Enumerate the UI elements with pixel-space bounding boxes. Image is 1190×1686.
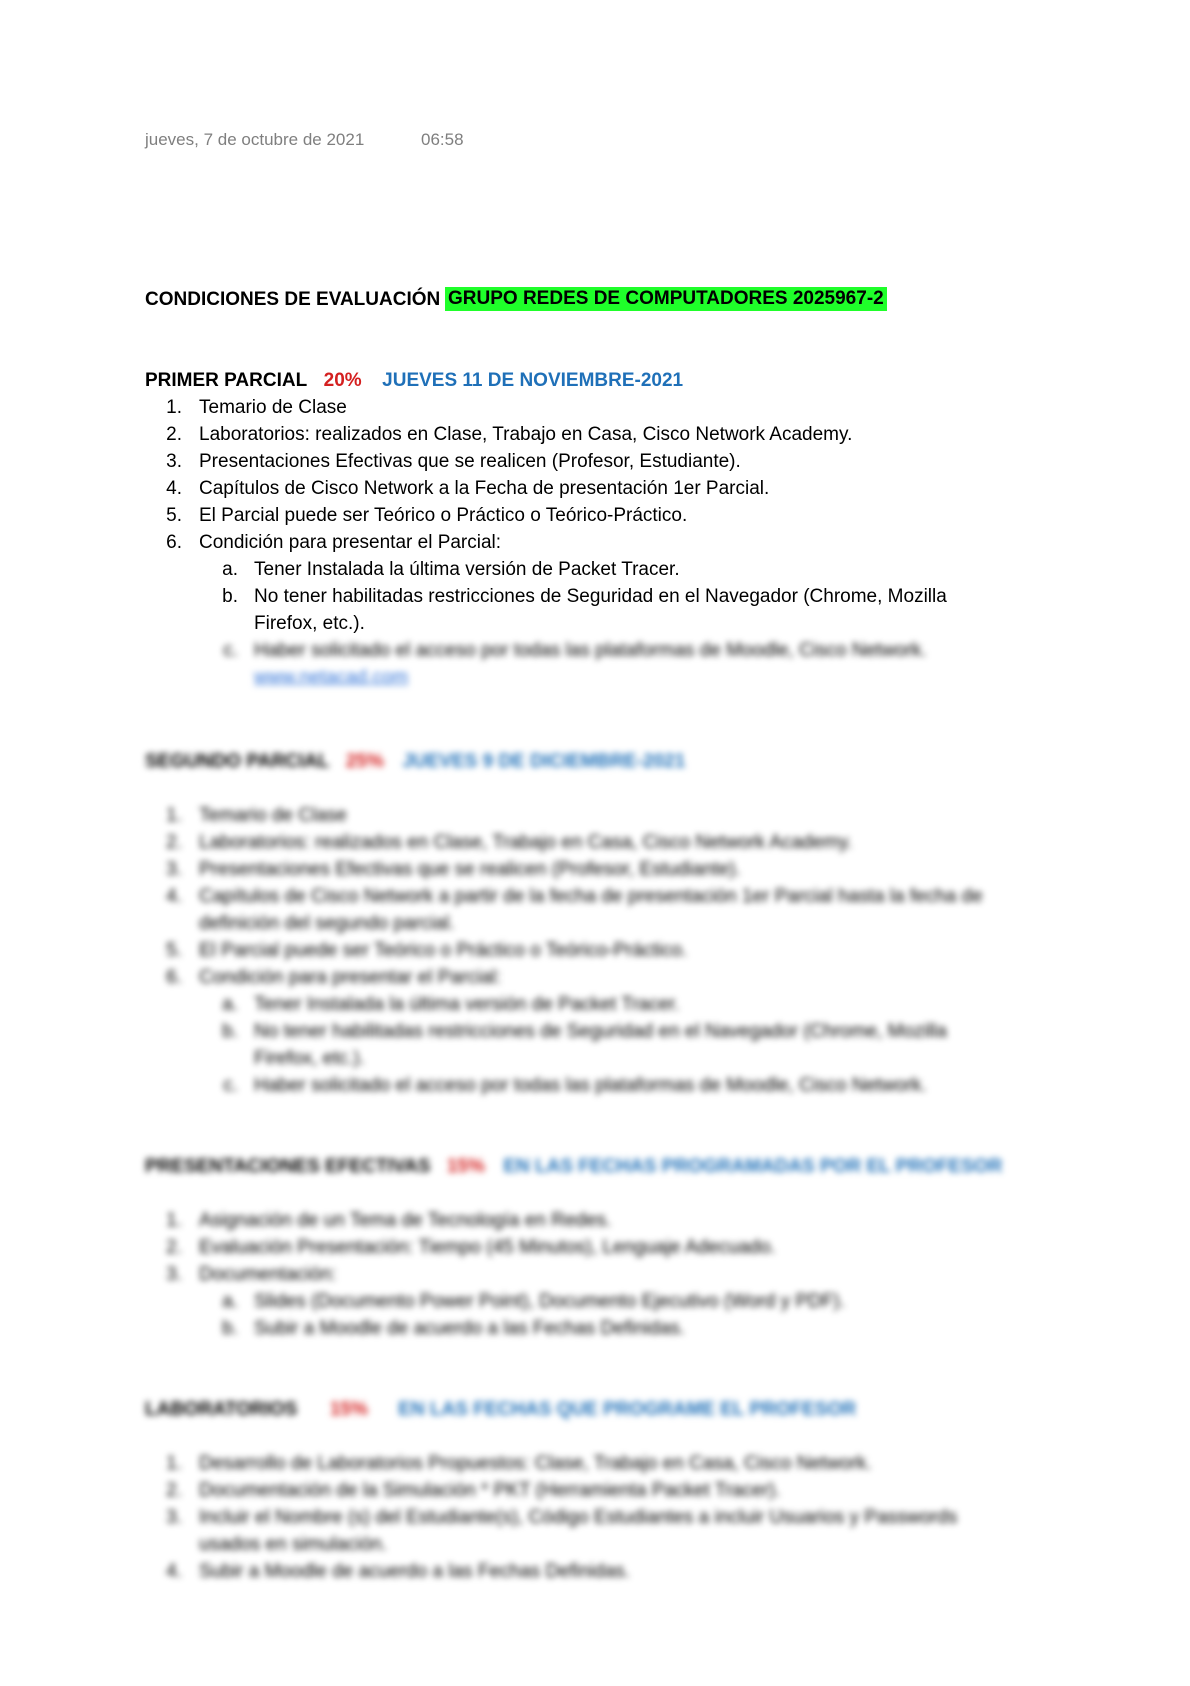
list-item: Capítulos de Cisco Network a la Fecha de presentación 1er Parcial. bbox=[199, 478, 770, 499]
list-item: Documentación de la Simulación * PKT (Herramienta Packet Tracer). bbox=[199, 1480, 781, 1501]
list-letter: c. bbox=[223, 1075, 238, 1096]
sub-item: No tener habilitadas restricciones de Seguridad en el Navegador (Chrome, Mozilla bbox=[254, 1021, 947, 1042]
list-item: Incluir el Nombre (s) del Estudiante(s), Código Estudiantes a incluir Usuarios y Passwords bbox=[199, 1507, 958, 1528]
list-number: 3. bbox=[166, 451, 182, 472]
list-item: Temario de Clase bbox=[199, 805, 347, 826]
laboratorios-percent: 15% bbox=[329, 1399, 368, 1420]
segundo-parcial-percent: 25% bbox=[345, 751, 384, 772]
list-number: 1. bbox=[166, 397, 182, 418]
group-highlight: GRUPO REDES DE COMPUTADORES 2025967-2 bbox=[445, 287, 887, 311]
list-item: Condición para presentar el Parcial: bbox=[199, 532, 502, 553]
list-number: 3. bbox=[166, 859, 182, 880]
presentaciones-label: PRESENTACIONES EFECTIVAS bbox=[145, 1156, 431, 1177]
primer-parcial-percent: 20% bbox=[323, 370, 362, 391]
primer-parcial-date: JUEVES 11 DE NOVIEMBRE-2021 bbox=[382, 370, 684, 391]
list-number: 2. bbox=[166, 1480, 182, 1501]
list-letter: a. bbox=[222, 559, 238, 580]
sub-item: Haber solicitado el acceso por todas las plataformas de Moodle, Cisco Network. bbox=[254, 640, 927, 661]
list-number: 2. bbox=[166, 424, 182, 445]
list-number: 5. bbox=[166, 940, 182, 961]
list-letter: a. bbox=[222, 994, 238, 1015]
laboratorios-label: LABORATORIOS bbox=[145, 1399, 298, 1420]
list-item: Presentaciones Efectivas que se realicen (Profesor, Estudiante). bbox=[199, 451, 741, 472]
list-letter: b. bbox=[222, 1318, 238, 1339]
list-item: Laboratorios: realizados en Clase, Trabajo en Casa, Cisco Network Academy. bbox=[199, 424, 853, 445]
list-number: 4. bbox=[166, 886, 182, 907]
list-number: 2. bbox=[166, 832, 182, 853]
list-letter: b. bbox=[222, 1021, 238, 1042]
sub-item: No tener habilitadas restricciones de Seguridad en el Navegador (Chrome, Mozilla bbox=[254, 586, 947, 607]
sub-item: Firefox, etc.). bbox=[254, 613, 365, 634]
sub-item: Slides (Documento Power Point), Documento Ejecutivo (Word y PDF). bbox=[254, 1291, 845, 1312]
list-item: Condición para presentar el Parcial: bbox=[199, 967, 502, 988]
document-time: 06:58 bbox=[421, 130, 464, 149]
list-number: 4. bbox=[166, 1561, 182, 1582]
list-number: 6. bbox=[166, 532, 182, 553]
list-item: El Parcial puede ser Teórico o Práctico o Teórico-Práctico. bbox=[199, 505, 688, 526]
list-item: Laboratorios: realizados en Clase, Trabajo en Casa, Cisco Network Academy. bbox=[199, 832, 853, 853]
sub-item: Tener Instalada la última versión de Packet Tracer. bbox=[254, 559, 680, 580]
list-letter: c. bbox=[223, 640, 238, 661]
list-number: 1. bbox=[166, 1210, 182, 1231]
list-item: Evaluación Presentación: Tiempo (45 Minutos), Lenguaje Adecuado. bbox=[199, 1237, 776, 1258]
list-item: Subir a Moodle de acuerdo a las Fechas Definidas. bbox=[199, 1561, 630, 1582]
list-item: El Parcial puede ser Teórico o Práctico o Teórico-Práctico. bbox=[199, 940, 688, 961]
list-letter: b. bbox=[222, 586, 238, 607]
list-number: 1. bbox=[166, 1453, 182, 1474]
primer-parcial-label: PRIMER PARCIAL bbox=[145, 370, 308, 391]
presentaciones-heading bbox=[145, 1156, 1002, 1178]
sub-item: Tener Instalada la última versión de Packet Tracer. bbox=[254, 994, 680, 1015]
list-item: Capítulos de Cisco Network a partir de la fecha de presentación 1er Parcial hasta la fecha de bbox=[199, 886, 983, 907]
list-letter: a. bbox=[222, 1291, 238, 1312]
laboratorios-date: EN LAS FECHAS QUE PROGRAME EL PROFESOR bbox=[398, 1399, 857, 1420]
netacad-link[interactable]: www.netacad.com bbox=[254, 667, 409, 688]
laboratorios-heading bbox=[145, 1399, 856, 1421]
primer-parcial-heading bbox=[145, 370, 683, 392]
list-item: Desarrollo de Laboratorios Propuestos: Clase, Trabajo en Casa, Cisco Network. bbox=[199, 1453, 872, 1474]
list-item: Temario de Clase bbox=[199, 397, 347, 418]
list-number: 5. bbox=[166, 505, 182, 526]
page-title: CONDICIONES DE EVALUACIÓN bbox=[145, 289, 441, 310]
sub-item: Firefox, etc.). bbox=[254, 1048, 365, 1069]
list-number: 3. bbox=[166, 1264, 182, 1285]
list-number: 1. bbox=[166, 805, 182, 826]
segundo-parcial-date: JUEVES 9 DE DICIEMBRE-2021 bbox=[402, 751, 686, 772]
sub-item: Subir a Moodle de acuerdo a las Fechas Definidas. bbox=[254, 1318, 685, 1339]
segundo-parcial-label: SEGUNDO PARCIAL bbox=[145, 751, 330, 772]
list-item: Presentaciones Efectivas que se realicen (Profesor, Estudiante). bbox=[199, 859, 741, 880]
document-date: jueves, 7 de octubre de 2021 bbox=[145, 130, 365, 149]
list-item: definición del segundo parcial. bbox=[199, 913, 455, 934]
list-number: 4. bbox=[166, 478, 182, 499]
list-number: 2. bbox=[166, 1237, 182, 1258]
list-item: Documentación: bbox=[199, 1264, 337, 1285]
list-item: usados en simulación. bbox=[199, 1534, 387, 1555]
list-item: Asignación de un Tema de Tecnología en Redes. bbox=[199, 1210, 612, 1231]
sub-item: Haber solicitado el acceso por todas las plataformas de Moodle, Cisco Network. bbox=[254, 1075, 927, 1096]
presentaciones-percent: 15% bbox=[446, 1156, 485, 1177]
presentaciones-date: EN LAS FECHAS PROGRAMADAS POR EL PROFESOR bbox=[503, 1156, 1003, 1177]
segundo-parcial-heading bbox=[145, 751, 685, 773]
list-number: 6. bbox=[166, 967, 182, 988]
list-number: 3. bbox=[166, 1507, 182, 1528]
